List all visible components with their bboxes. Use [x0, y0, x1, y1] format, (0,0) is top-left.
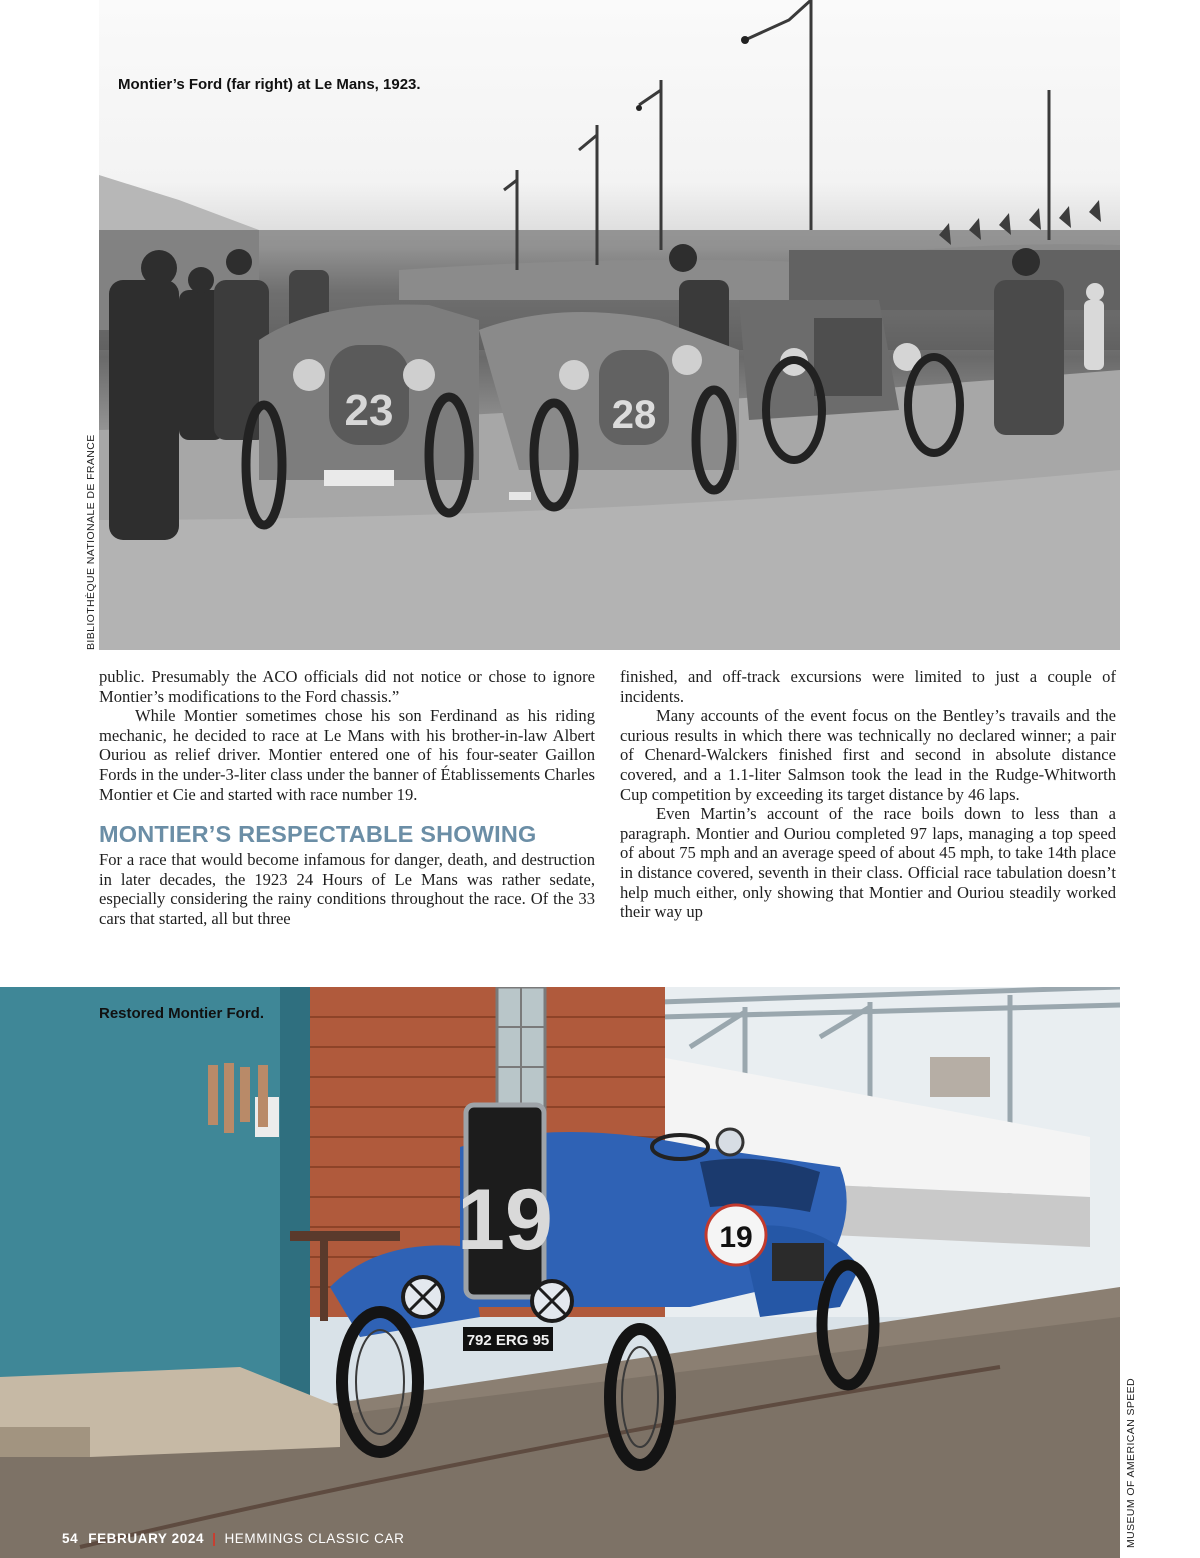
page-footer — [62, 1531, 404, 1546]
paragraph: For a race that would become infamous for danger, death, and destruction in later decades, the 1923 24 Hours of Le Mans was rather sedate, especially considering the rainy conditions throughout the race. Of the 33 cars that started, all but three — [99, 850, 595, 928]
grille-number: 19 — [457, 1172, 553, 1268]
historic-photo-illustration — [99, 0, 1120, 650]
issue-date: FEBRUARY 2024 — [88, 1531, 205, 1546]
photo-credit-top: BIBLIOTHÈQUE NATIONALE DE FRANCE — [85, 434, 97, 650]
magazine-title: HEMMINGS CLASSIC CAR — [224, 1531, 405, 1546]
paragraph: finished, and off-track excursions were limited to just a couple of incidents. — [620, 667, 1116, 706]
car-number-28: 28 — [611, 393, 657, 437]
restored-car-photo — [0, 987, 1120, 1558]
paragraph: Even Martin’s account of the race boils down to less than a paragraph. Montier and Ouriou completed 97 laps, managing a top speed of about 75 mph and an average speed of about 45 mph, to take 14th place in distance covered, seventh in their class. Official race tabulation doesn’t help much either, only showing that Montier and Ouriou steadily worked their way up — [620, 804, 1116, 922]
historic-photo-le-mans-1923 — [99, 0, 1120, 650]
article-column-left — [99, 667, 595, 929]
paragraph: Many accounts of the event focus on the Bentley’s travails and the curious results in which there was technically no declared winner; a pair of Chenard-Walckers finished first and second in absolute distance covered, and a 1.1-liter Salmson took the lead in the Rudge-Whitworth Cup competition by exceeding its target distance by 46 laps. — [620, 706, 1116, 804]
paragraph: While Montier sometimes chose his son Ferdinand as his riding mechanic, he decided to race at Le Mans with his brother-in-law Albert Ouriou as relief driver. Montier entered one of his four-seater Gaillon Fords in the under-3-liter class under the banner of Établissements Charles Montier et Cie and started with race number 19. — [99, 706, 595, 804]
photo-caption-top: Montier’s Ford (far right) at Le Mans, 1923. — [118, 76, 421, 93]
door-number: 19 — [719, 1221, 753, 1254]
section-heading: MONTIER’S RESPECTABLE SHOWING — [99, 821, 537, 848]
paragraph: public. Presumably the ACO officials did not notice or chose to ignore Montier’s modifications to the Ford chassis.” — [99, 667, 595, 706]
photo-credit-bottom: MUSEUM OF AMERICAN SPEED — [1125, 1377, 1137, 1548]
restored-car-illustration — [0, 987, 1120, 1558]
footer-separator: | — [212, 1531, 217, 1546]
car-number-23: 23 — [344, 386, 394, 435]
article-column-right — [620, 667, 1116, 922]
page-number: 54 — [62, 1531, 79, 1546]
photo-caption-bottom: Restored Montier Ford. — [99, 1005, 265, 1022]
number-plate: 792 ERG 95 — [466, 1332, 550, 1349]
